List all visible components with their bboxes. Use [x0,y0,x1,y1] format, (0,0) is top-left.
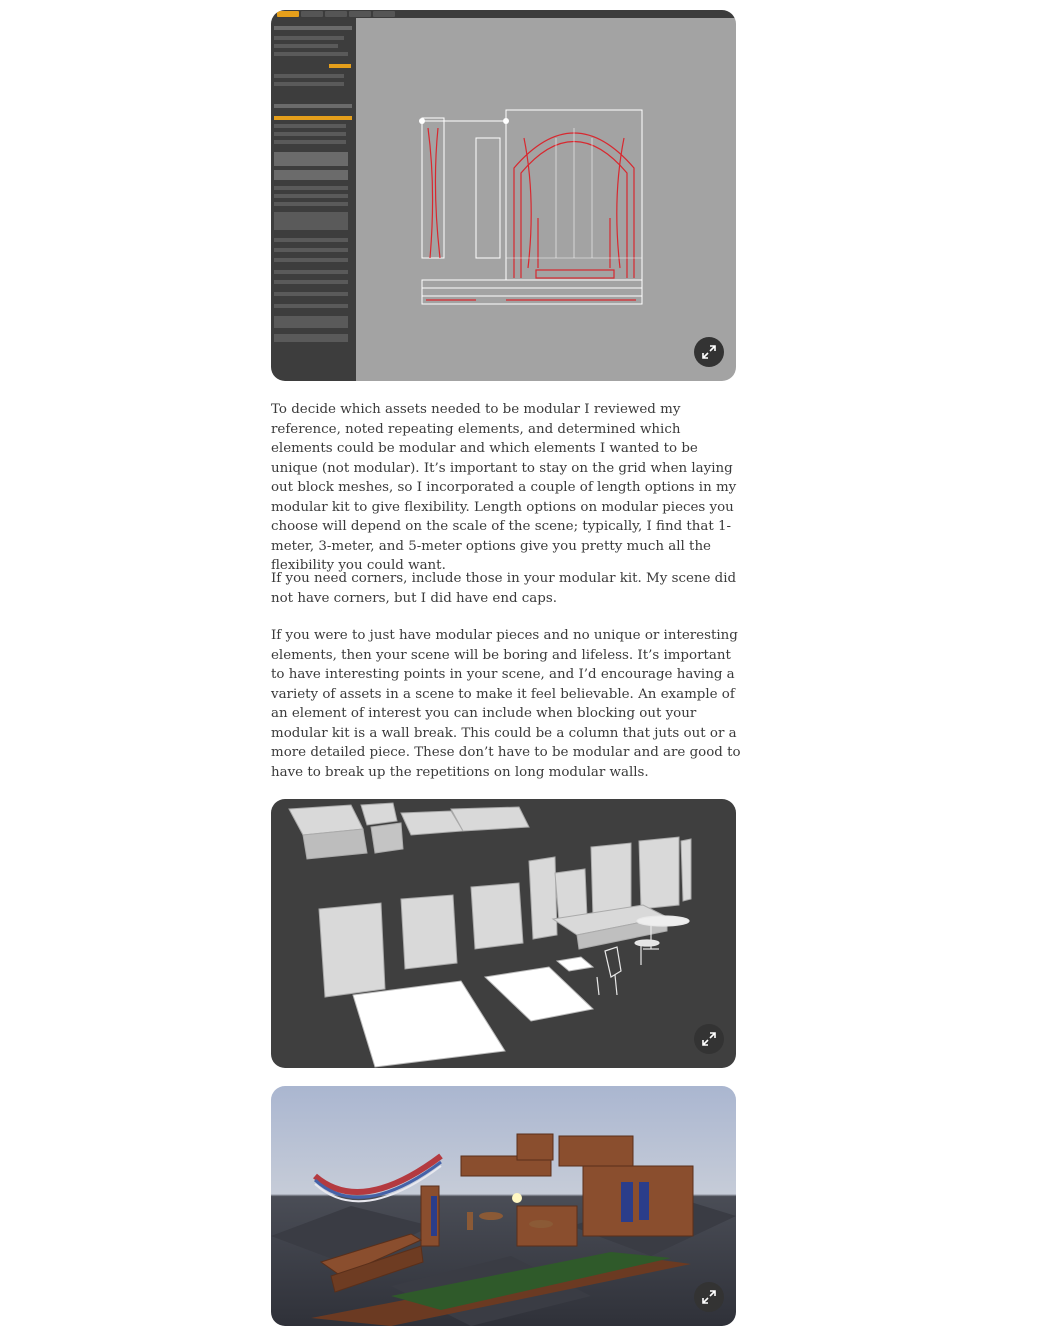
panel-row [274,82,344,86]
body-paragraph: If you need corners, include those in your modular kit. My scene did not have corners, but I did have end caps. [271,571,737,606]
expand-arrows-icon [701,1031,717,1047]
unreal-scene-image[interactable] [271,1086,736,1326]
expand-icon[interactable] [694,1024,724,1054]
expand-icon[interactable] [694,337,724,367]
panel-row [274,248,348,252]
modo-3d-viewport[interactable] [356,18,736,381]
modo-top-tabs [271,10,736,18]
modo-tab [349,11,371,17]
panel-row [274,26,352,30]
unreal-scene-drawing [271,1086,736,1326]
body-paragraph: If you were to just have modular pieces and no unique or interesting elements, then your scene will be boring and lifeless. It’s important to have interesting points in your scene, and I’d encourage having a variety of assets in a scene to make it feel believable. An example of an element of interest you can include when blocking out your modular kit is a wall break. This could be a column that juts out or a more detailed piece. These don’t have to be modular and are good to have to break up the repetitions on long modular walls. [271,628,741,780]
panel-row [274,304,348,308]
modo-tool-panel [271,18,356,381]
modular-kit-drawing [271,799,736,1068]
panel-row [274,292,348,296]
panel-row [274,52,348,56]
modular-kit-image[interactable] [271,799,736,1068]
panel-row [274,132,346,136]
panel-row [274,152,348,166]
modo-tab [373,11,395,17]
panel-row [274,270,348,274]
panel-row [274,170,348,180]
expand-icon[interactable] [694,1282,724,1312]
panel-row [274,194,348,198]
panel-row [274,238,348,242]
panel-row [274,316,348,328]
panel-row [274,104,352,108]
panel-row [329,64,351,68]
body-paragraph: To decide which assets needed to be modular I reviewed my reference, noted repeating elements, and determined which elements could be modular and which elements I wanted to be unique (not modular). It’s important to stay on the grid when laying out block meshes, so I incorporated a couple of length options in my modular kit to give flexibility. Length options on modular pieces you choose will depend on the scale of the scene; typically, I find that 1-meter, 3-meter, and 5-meter options give you pretty much all the flexibility you could want. [271,402,737,573]
panel-row [274,202,348,206]
expand-arrows-icon [701,1289,717,1305]
modo-tab [277,11,299,17]
panel-row [274,186,348,190]
modo-tab [301,11,323,17]
modo-tab [325,11,347,17]
panel-row [274,36,344,40]
expand-arrows-icon [701,344,717,360]
panel-row [274,124,346,128]
panel-row [274,74,344,78]
panel-row [274,258,348,262]
panel-row [274,140,346,144]
panel-row [274,280,348,284]
panel-row [274,334,348,342]
panel-row [274,116,352,120]
modo-viewport-image[interactable] [271,10,736,381]
panel-row [274,44,338,48]
panel-row [274,212,348,230]
wireframe-drawing [356,18,736,381]
